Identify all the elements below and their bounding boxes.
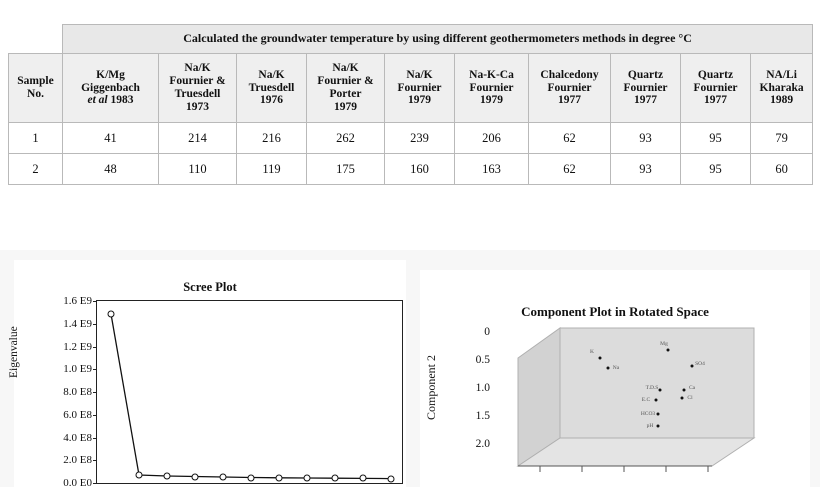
column-header-nak-fournier	[385, 54, 455, 123]
component-data-point	[667, 349, 670, 352]
cell-r0-c9: 79	[751, 123, 813, 154]
col9-line2: 1989	[770, 94, 794, 107]
scree-data-point	[192, 473, 199, 480]
component-plot-panel	[420, 270, 810, 487]
component-ytick-4: 2.0	[475, 438, 490, 450]
col9-line0: NA/Li	[766, 68, 797, 81]
col9-line1: Kharaka	[759, 81, 804, 94]
spanning-header-blank-cell	[9, 25, 63, 54]
col7-line0: Quartz	[627, 68, 664, 81]
cell-r1-c7: 93	[611, 154, 681, 185]
cell-r0-c4: 239	[385, 123, 455, 154]
component-plot-3d-box	[516, 326, 784, 484]
col7-line1: Fournier	[623, 81, 668, 94]
component-point-label: K	[590, 349, 594, 355]
col5-line1: Fournier	[469, 81, 514, 94]
column-header-k-mg-giggenbach	[63, 54, 159, 123]
scree-ytick-5: 1.0 E9	[63, 363, 92, 376]
col6-line0: Chalcedony	[540, 68, 599, 81]
scree-ytick-0: 0.0 E0	[63, 477, 92, 489]
table-spanning-header-row	[9, 25, 813, 54]
cell-r1-c8: 95	[681, 154, 751, 185]
scree-data-point	[304, 475, 311, 482]
component-data-point	[691, 365, 694, 368]
component-point-label: T.D.S	[645, 385, 659, 391]
col0-year: 1983	[107, 94, 134, 107]
col6-line2: 1977	[558, 94, 581, 107]
col3-line3: 1979	[334, 100, 357, 113]
cell-r1-c1: 110	[159, 154, 237, 185]
scree-ytick-4: 8.0 E8	[63, 386, 92, 398]
col0-line1: Giggenbach	[81, 81, 140, 94]
component-point-label: Mg	[660, 341, 668, 347]
cell-r0-c3: 262	[307, 123, 385, 154]
geothermometer-table	[8, 24, 813, 185]
component-ytick-3: 1.5	[475, 410, 490, 422]
col3-line1: Fournier &	[317, 75, 374, 88]
component-point-label: SO4	[695, 361, 705, 367]
spanning-header-title: Calculated the groundwater temperature by using different geothermometers methods in degree °C	[63, 25, 813, 54]
column-header-quartz-fournier-2	[681, 54, 751, 123]
col3-line2: Porter	[329, 88, 362, 100]
column-header-nali-kharaka	[751, 54, 813, 123]
component-data-point	[681, 397, 684, 400]
column-header-nak-fournier-truesdell	[159, 54, 237, 123]
cell-r0-c0: 41	[63, 123, 159, 154]
col2-line0: Na/K	[258, 68, 285, 81]
geothermometer-table-container	[8, 24, 812, 185]
col1-line1: Fournier &	[169, 75, 226, 88]
cell-r1-c3: 175	[307, 154, 385, 185]
component-plot-title: Component Plot in Rotated Space	[521, 304, 709, 319]
col0-italic: et al	[87, 94, 108, 107]
col6-line1: Fournier	[547, 81, 592, 94]
component-data-point	[659, 389, 662, 392]
column-header-chalcedony-fournier	[529, 54, 611, 123]
col8-line1: Fournier	[693, 81, 738, 94]
scree-y-axis-label: Eigenvalue	[8, 326, 20, 378]
cell-r0-c5: 206	[455, 123, 529, 154]
col5-line0: Na-K-Ca	[469, 68, 514, 81]
scree-plot-line	[97, 301, 402, 483]
scree-ytick-8: 1.6 E9	[63, 295, 92, 307]
col1-line2: Truesdell	[174, 88, 221, 100]
scree-plot-title: Scree Plot	[183, 280, 237, 294]
component-data-point	[655, 399, 658, 402]
component-ytick-0: 0	[484, 326, 490, 338]
col4-line2: 1979	[408, 94, 431, 107]
scree-ytick-6: 1.2 E9	[63, 340, 92, 353]
component-point-label: pH	[646, 423, 654, 429]
table-header-row	[9, 54, 813, 123]
scree-plot-panel	[8, 260, 406, 489]
col2-line2: 1976	[260, 94, 283, 107]
table-row	[9, 123, 813, 154]
cell-r0-c6: 62	[529, 123, 611, 154]
col7-line2: 1977	[634, 94, 657, 107]
component-data-point	[683, 389, 686, 392]
sample-header-line2: No.	[27, 88, 44, 100]
scree-ytick-7: 1.4 E9	[63, 317, 92, 330]
col0-line0: K/Mg	[96, 68, 125, 81]
cell-r1-c2: 119	[237, 154, 307, 185]
col4-line1: Fournier	[397, 81, 442, 94]
cell-sample-2: 2	[9, 154, 63, 185]
cell-r1-c4: 160	[385, 154, 455, 185]
component-data-point	[657, 425, 660, 428]
component-ytick-2: 1.0	[475, 382, 490, 394]
sample-header-line1: Sample	[17, 75, 54, 88]
cell-r0-c2: 216	[237, 123, 307, 154]
component-data-point	[607, 367, 610, 370]
scree-data-point	[332, 475, 339, 482]
scree-ytick-1: 2.0 E8	[63, 454, 92, 467]
scree-data-point	[108, 311, 115, 318]
scree-plot-axes	[63, 295, 403, 489]
scree-ytick-3: 6.0 E8	[63, 408, 92, 421]
component-point-label: Ca	[688, 385, 696, 391]
scree-data-point	[360, 475, 367, 482]
column-header-nak-truesdell	[237, 54, 307, 123]
column-header-sample-no	[9, 54, 63, 123]
cell-r1-c5: 163	[455, 154, 529, 185]
scree-data-point	[220, 474, 227, 481]
component-plot-y-axis-label: Component 2	[424, 355, 438, 420]
scree-data-point	[248, 474, 255, 481]
component-point-label: HCO3	[640, 411, 656, 417]
col3-line0: Na/K	[332, 62, 359, 75]
component-ytick-1: 0.5	[475, 354, 490, 366]
scree-data-point	[136, 472, 143, 479]
component-plot-axes	[516, 326, 784, 484]
col1-line0: Na/K	[184, 62, 211, 75]
cell-r1-c6: 62	[529, 154, 611, 185]
cell-r0-c7: 93	[611, 123, 681, 154]
table-row	[9, 154, 813, 185]
column-header-nakca-fournier	[455, 54, 529, 123]
col8-line2: 1977	[704, 94, 727, 107]
component-point-label: Cl	[687, 395, 693, 401]
scree-ytick-2: 4.0 E8	[63, 431, 92, 444]
column-header-quartz-fournier-1	[611, 54, 681, 123]
col1-line3: 1973	[186, 100, 209, 113]
cell-sample-1: 1	[9, 123, 63, 154]
col5-line2: 1979	[480, 94, 503, 107]
col2-line1: Truesdell	[248, 81, 295, 94]
scree-data-point	[164, 473, 171, 480]
component-point-label: Na	[612, 365, 620, 371]
col4-line0: Na/K	[406, 68, 433, 81]
component-data-point	[657, 413, 660, 416]
scree-data-point	[276, 474, 283, 481]
figures-area	[0, 250, 820, 487]
scree-data-point	[388, 475, 395, 482]
component-data-point	[599, 357, 602, 360]
cell-r0-c8: 95	[681, 123, 751, 154]
col8-line0: Quartz	[697, 68, 734, 81]
component-point-label: E.C	[641, 397, 651, 403]
cell-r1-c9: 60	[751, 154, 813, 185]
cell-r0-c1: 214	[159, 123, 237, 154]
cell-r1-c0: 48	[63, 154, 159, 185]
column-header-nak-fournier-porter	[307, 54, 385, 123]
col0-line2	[65, 94, 156, 107]
